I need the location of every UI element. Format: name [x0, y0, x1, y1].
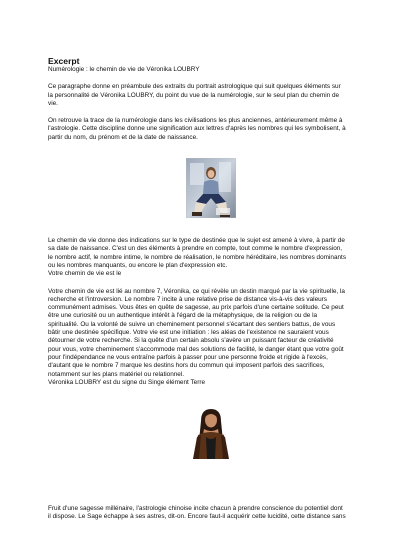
- photo-container: [48, 158, 374, 218]
- text-line: l'astrologie. Cette discipline donne une signification aux lettres d'après les nombres qui les symbolisent, à: [48, 125, 346, 133]
- life-path-paragraph: [48, 237, 374, 278]
- document-page: [48, 56, 374, 522]
- text-line: être une curiosité ou un authentique intérêt à l'égard de la métaphysique, de la religion ou de la: [48, 312, 318, 320]
- document-subtitle: Numérologie : le chemin de vie de Véronika LOUBRY: [48, 66, 200, 73]
- text-line: vie.: [48, 99, 58, 107]
- text-line: On retrouve la trace de la numérologie dans les civilisations les plus anciennes, antérieurement même à: [48, 117, 343, 125]
- text-line: Le chemin de vie donne des indications sur le type de destinée que le sujet est amené à vivre, à partir de: [48, 237, 345, 245]
- text-line: la personnalité de Véronika LOUBRY, du point du vue de la numérologie, sur le seul plan du chemin de: [48, 91, 340, 99]
- text-line: détourner de votre recherche. Si la quête d'un certain absolu s'avère un puissant facteur de créativité: [48, 337, 334, 345]
- photo-container: [48, 407, 374, 459]
- text-line: communément admises. Vous êtes en quête de sagesse, au prix parfois d'une certaine solitude. Ce peut: [48, 304, 344, 312]
- portrait-photo-long-hair: [189, 407, 233, 459]
- text-line: d'autant que le nombre 7 marque les destins hors du commun qui imposent parfois des sacrifices,: [48, 362, 325, 370]
- text-line: Ce paragraphe donne en préambule des extraits du portrait astrologique qui suit quelques éléments sur: [48, 83, 341, 91]
- intro-paragraph: [48, 83, 374, 108]
- portrait-photo-seated: [186, 158, 236, 218]
- number-seven-paragraph: [48, 288, 374, 388]
- text-line: bâtir une destinée spécifique. Votre vie est une initiation : les aléas de l'existence ne sauraient vous: [48, 329, 329, 337]
- text-line: notamment sur les plans matériel ou relationnel.: [48, 370, 185, 378]
- text-line: il dispose. Le Sage échappe à ses astres, dit-on. Encore faut-il acquérir cette lucidité, cette distance sans: [48, 513, 346, 521]
- numerology-history-paragraph: [48, 117, 374, 142]
- text-line: Véronika LOUBRY est du signe du Singe élément Terre: [48, 378, 206, 386]
- text-line: Votre chemin de vie est le: [48, 270, 122, 278]
- text-line: partir du nom, du prénom et de la date de naissance.: [48, 133, 198, 141]
- text-line: Votre chemin de vie est lié au nombre 7, Véronika, ce qui révèle un destin marqué par la vie spirituelle, la: [48, 287, 345, 295]
- excerpt-heading: Excerpt: [48, 56, 80, 66]
- chinese-astrology-paragraph: [48, 505, 374, 522]
- text-line: sa date de naissance. C'est un des éléments à prendre en compte, tout comme le nombre d'expression,: [48, 245, 343, 253]
- text-line: spiritualité. Ou la volonté de suivre un cheminement personnel s'écartant des sentiers battus, de vous: [48, 320, 336, 328]
- text-line: le nombre actif, le nombre intime, le nombre de réalisation, le nombre héréditaire, les nombres dominants: [48, 253, 347, 261]
- text-line: Fruit d'une sagesse millénaire, l'astrologie chinoise incite chacun à prendre conscience du potentiel dont: [48, 505, 343, 513]
- text-line: pour vous, votre cheminement s'accommode mal des solutions de facilité, le danger étant que votre goût: [48, 345, 344, 353]
- text-line: recherche et l'introversion. Le nombre 7 incite à une relative prise de distance vis-à-vis des valeurs: [48, 295, 327, 303]
- text-line: pour l'indépendance ne vous entraîne parfois à passer pour une personne froide et rigide à l'excès,: [48, 353, 328, 361]
- text-line: ou les nombres manquants, ou encore le plan d'expression etc.: [48, 261, 228, 269]
